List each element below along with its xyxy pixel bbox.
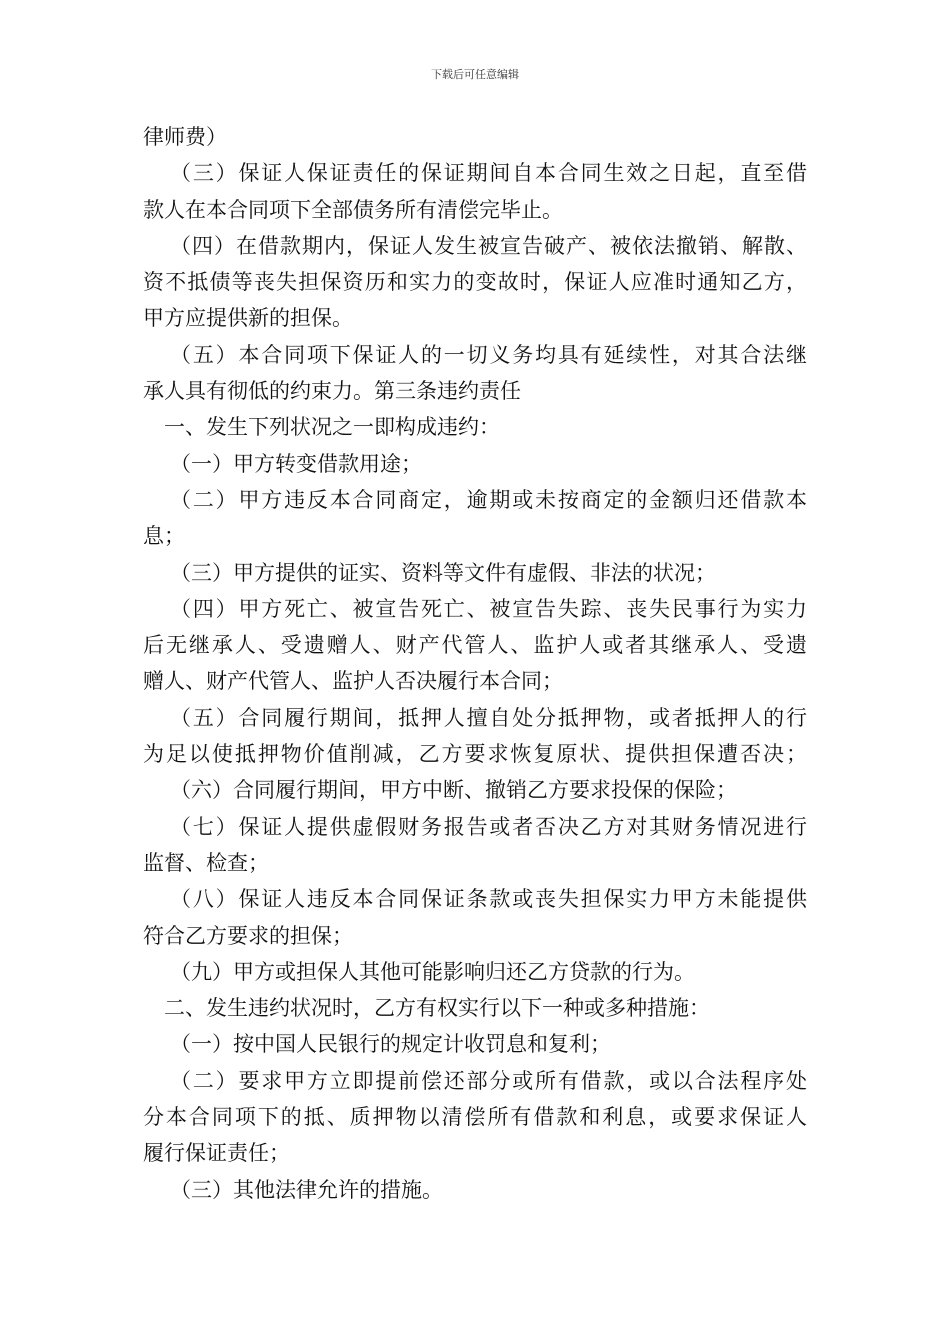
text-line: 后无继承人、受遗赠人、财产代管人、监护人或者其继承人、受遗 (143, 633, 807, 658)
text-line: （一）甲方转变借款用途； (170, 451, 422, 476)
text-line: 资不抵债等丧失担保资历和实力的变故时，保证人应准时通知乙方， (143, 270, 807, 295)
text-line: 一、发生下列状况之一即构成违约： (164, 415, 500, 440)
text-line: （四）甲方死亡、被宣告死亡、被宣告失踪、丧失民事行为实力 (170, 596, 807, 621)
page-header: 下载后可任意编辑 (431, 68, 519, 81)
text-line: （五）本合同项下保证人的一切义务均具有延续性，对其合法继 (170, 342, 807, 367)
document-body (143, 119, 807, 1208)
text-line: 甲方应提供新的担保。 (143, 306, 353, 331)
text-line: （三）其他法律允许的措施。 (170, 1177, 443, 1202)
text-line: 赠人、财产代管人、监护人否决履行本合同； (143, 669, 563, 694)
text-line: （一）按中国人民银行的规定计收罚息和复利； (170, 1032, 611, 1057)
text-line: 款人在本合同项下全部债务所有清偿完毕止。 (143, 197, 563, 222)
text-line: （九）甲方或担保人其他可能影响归还乙方贷款的行为。 (170, 959, 695, 984)
text-line: （三）甲方提供的证实、资料等文件有虚假、非法的状况； (170, 560, 716, 585)
text-line: 符合乙方要求的担保； (143, 923, 353, 948)
text-line: 为足以使抵押物价值削减，乙方要求恢复原状、提供担保遭否决； (143, 742, 807, 767)
text-line: 分本合同项下的抵、质押物以清偿所有借款和利息，或要求保证人 (143, 1105, 807, 1130)
text-line: （六）合同履行期间，甲方中断、撤销乙方要求投保的保险； (170, 778, 737, 803)
text-line: （七）保证人提供虚假财务报告或者否决乙方对其财务情况进行 (170, 814, 807, 839)
text-line: 监督、检查； (143, 850, 269, 875)
text-line: 律师费） (143, 125, 227, 149)
text-line: 息； (143, 524, 185, 549)
text-line: （二）甲方违反本合同商定，逾期或未按商定的金额归还借款本 (170, 487, 807, 512)
text-line: 二、发生违约状况时，乙方有权实行以下一种或多种措施： (164, 996, 710, 1021)
text-line: （四）在借款期内，保证人发生被宣告破产、被依法撤销、解散、 (170, 233, 807, 258)
text-line: 履行保证责任； (143, 1141, 290, 1166)
text-line: 承人具有彻低的约束力。第三条违约责任 (143, 379, 521, 404)
text-line: （二）要求甲方立即提前偿还部分或所有借款，或以合法程序处 (170, 1068, 807, 1093)
text-line: （五）合同履行期间，抵押人擅自处分抵押物，或者抵押人的行 (170, 705, 807, 730)
text-line: （八）保证人违反本合同保证条款或丧失担保实力甲方未能提供 (170, 887, 807, 912)
text-line: （三）保证人保证责任的保证期间自本合同生效之日起，直至借 (170, 161, 807, 186)
